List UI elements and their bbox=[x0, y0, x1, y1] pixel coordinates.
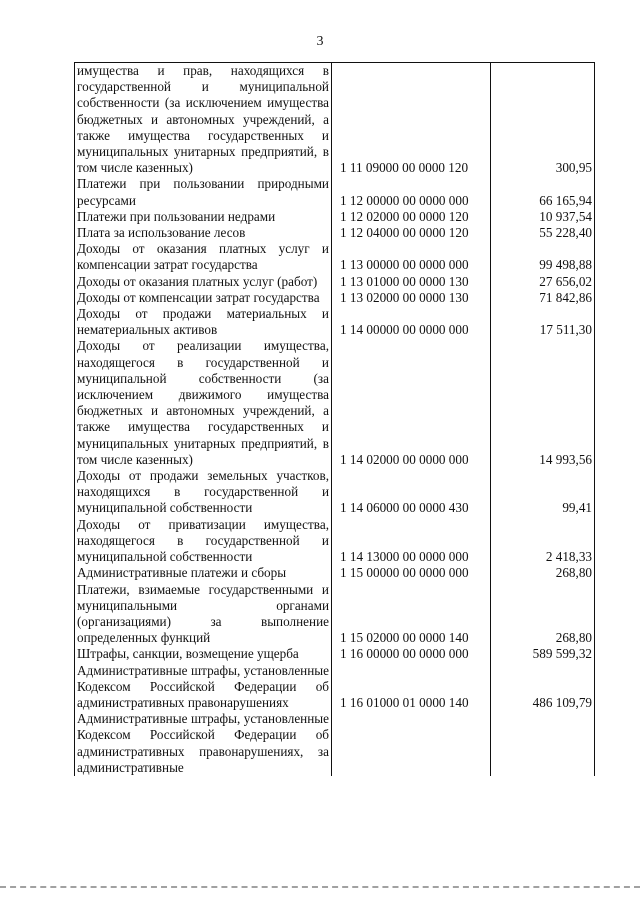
row-value: 66 165,94 bbox=[491, 176, 595, 208]
table-row bbox=[75, 290, 595, 306]
page-number: 3 bbox=[316, 34, 324, 49]
row-name: Плата за использование лесов bbox=[75, 225, 332, 241]
table-row bbox=[75, 338, 595, 468]
row-value: 99 498,88 bbox=[491, 241, 595, 273]
table-row bbox=[75, 306, 595, 338]
table-row bbox=[75, 209, 595, 225]
row-name: Доходы от оказания платных услуг (работ) bbox=[75, 274, 332, 290]
row-value: 99,41 bbox=[491, 468, 595, 517]
row-code: 1 15 00000 00 0000 000 bbox=[332, 565, 491, 581]
table-row bbox=[75, 646, 595, 662]
row-name: Платежи, взимаемые государственными и муниципальными органами (организациями) за выполнение определенных функций bbox=[75, 582, 332, 647]
table-row bbox=[75, 241, 595, 273]
row-name: Доходы от продажи материальных и нематериальных активов bbox=[75, 306, 332, 338]
row-value: 14 993,56 bbox=[491, 338, 595, 468]
row-name: Административные штрафы, установленные Кодексом Российской Федерации об административных правонарушениях bbox=[75, 663, 332, 712]
table-row bbox=[75, 63, 595, 177]
table-row bbox=[75, 468, 595, 517]
table-row bbox=[75, 582, 595, 647]
table-row bbox=[75, 225, 595, 241]
row-code: 1 13 01000 00 0000 130 bbox=[332, 274, 491, 290]
row-value: 589 599,32 bbox=[491, 646, 595, 662]
row-value: 300,95 bbox=[491, 63, 595, 177]
row-code: 1 12 00000 00 0000 000 bbox=[332, 176, 491, 208]
table-row bbox=[75, 517, 595, 566]
revenue-table bbox=[74, 62, 595, 776]
row-value: 17 511,30 bbox=[491, 306, 595, 338]
row-value: 10 937,54 bbox=[491, 209, 595, 225]
table-row bbox=[75, 274, 595, 290]
row-name: Доходы от реализации имущества, находящегося в государственной и муниципальной собственности (за исключением движимого имущества бюджетных и автономных учреждений, а также имущества государственных и муниципальных унитарных предприятий, в том числе казенных) bbox=[75, 338, 332, 468]
row-code: 1 16 00000 00 0000 000 bbox=[332, 646, 491, 662]
row-code: 1 16 01000 01 0000 140 bbox=[332, 663, 491, 712]
row-name: Доходы от компенсации затрат государства bbox=[75, 290, 332, 306]
row-code: 1 14 13000 00 0000 000 bbox=[332, 517, 491, 566]
row-value: 268,80 bbox=[491, 565, 595, 581]
row-name: Доходы от приватизации имущества, находящегося в государственной и муниципальной собственности bbox=[75, 517, 332, 566]
table-row bbox=[75, 711, 595, 776]
row-name: Административные штрафы, установленные Кодексом Российской Федерации об административных правонарушениях, за административные bbox=[75, 711, 332, 776]
row-name: Платежи при пользовании природными ресурсами bbox=[75, 176, 332, 208]
row-value: 2 418,33 bbox=[491, 517, 595, 566]
row-code: 1 14 00000 00 0000 000 bbox=[332, 306, 491, 338]
row-code: 1 15 02000 00 0000 140 bbox=[332, 582, 491, 647]
row-code: 1 12 02000 00 0000 120 bbox=[332, 209, 491, 225]
row-code bbox=[332, 711, 491, 776]
row-value: 486 109,79 bbox=[491, 663, 595, 712]
row-value: 27 656,02 bbox=[491, 274, 595, 290]
row-name: Платежи при пользовании недрами bbox=[75, 209, 332, 225]
revenue-table-body bbox=[75, 63, 595, 776]
row-code: 1 12 04000 00 0000 120 bbox=[332, 225, 491, 241]
row-code: 1 13 02000 00 0000 130 bbox=[332, 290, 491, 306]
row-name: Доходы от оказания платных услуг и компенсации затрат государства bbox=[75, 241, 332, 273]
row-code: 1 14 02000 00 0000 000 bbox=[332, 338, 491, 468]
scan-edge-line bbox=[0, 886, 640, 890]
row-code: 1 13 00000 00 0000 000 bbox=[332, 241, 491, 273]
row-code: 1 14 06000 00 0000 430 bbox=[332, 468, 491, 517]
row-name: имущества и прав, находящихся в государственной и муниципальной собственности (за исключением имущества бюджетных и автономных учреждений, а также имущества государственных и муниципальных унитарных предприятий, в том числе казенных) bbox=[75, 63, 332, 177]
row-value: 71 842,86 bbox=[491, 290, 595, 306]
table-row bbox=[75, 663, 595, 712]
row-name: Штрафы, санкции, возмещение ущерба bbox=[75, 646, 332, 662]
table-row bbox=[75, 565, 595, 581]
row-value bbox=[491, 711, 595, 776]
table-row bbox=[75, 176, 595, 208]
row-value: 55 228,40 bbox=[491, 225, 595, 241]
row-name: Доходы от продажи земельных участков, находящихся в государственной и муниципальной собственности bbox=[75, 468, 332, 517]
row-name: Административные платежи и сборы bbox=[75, 565, 332, 581]
row-code: 1 11 09000 00 0000 120 bbox=[332, 63, 491, 177]
row-value: 268,80 bbox=[491, 582, 595, 647]
